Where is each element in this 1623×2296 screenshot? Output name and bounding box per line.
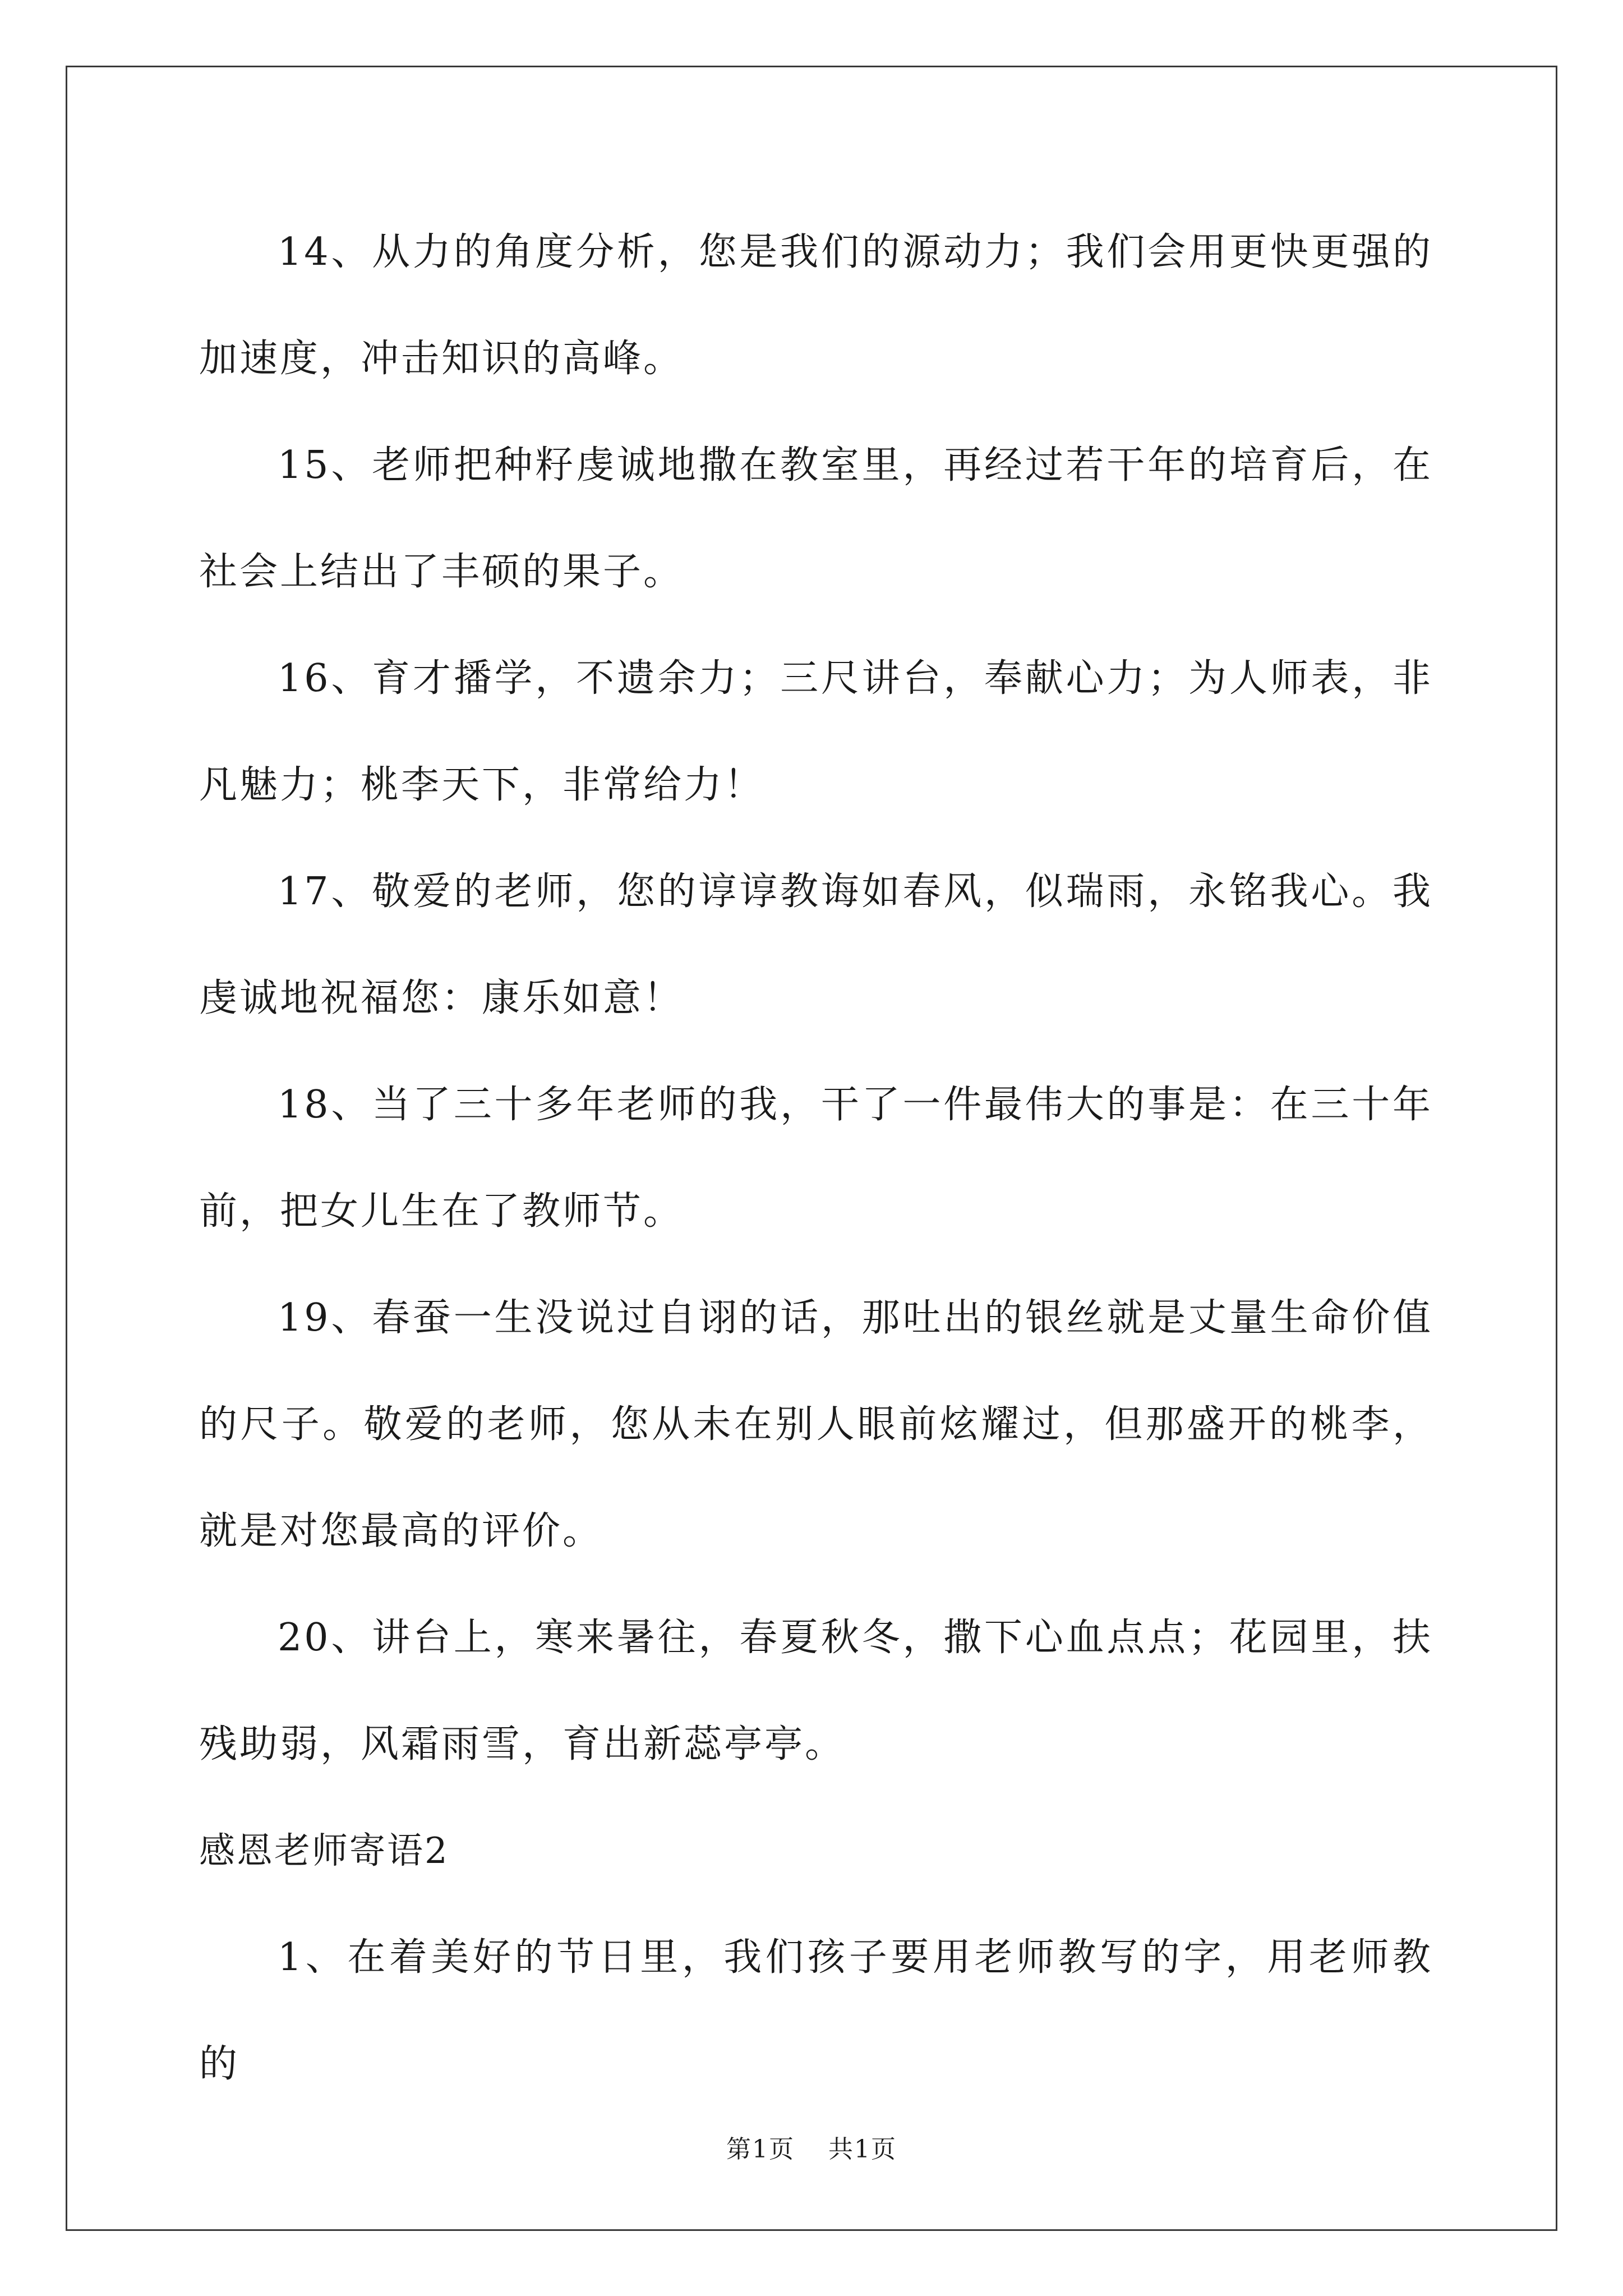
page-footer (0, 2129, 1623, 2165)
document-body (199, 199, 1433, 2118)
paragraph-14: 14、从力的角度分析，您是我们的源动力；我们会用更快更强的加速度，冲击知识的高峰。 (199, 230, 1433, 381)
page-number-current: 第1页 (726, 2135, 795, 2164)
section-heading: 感恩老师寄语2 (199, 1830, 449, 1872)
paragraph-16: 16、育才播学，不遗余力；三尺讲台，奉献心力；为人师表，非凡魅力；桃李天下，非常给力！ (199, 656, 1433, 807)
paragraph-18: 18、当了三十多年老师的我，干了一件最伟大的事是：在三十年前，把女儿生在了教师节。 (199, 1083, 1433, 1234)
section-paragraph-1: 1、在着美好的节日里，我们孩子要用老师教写的字，用老师教的 (199, 1935, 1433, 2086)
paragraph-15: 15、老师把种籽虔诚地撒在教室里，再经过若干年的培育后，在社会上结出了丰硕的果子。 (199, 443, 1433, 594)
page-number-total: 共1页 (828, 2135, 897, 2164)
paragraph-20: 20、讲台上，寒来暑往，春夏秋冬，撒下心血点点；花园里，扶残助弱，风霜雨雪，育出新蕊亭亭。 (199, 1616, 1433, 1766)
paragraph-19: 19、春蚕一生没说过自诩的话，那吐出的银丝就是丈量生命价值的尺子。敬爱的老师，您从未在别人眼前炫耀过，但那盛开的桃李，就是对您最高的评价。 (199, 1296, 1433, 1553)
paragraph-17: 17、敬爱的老师，您的谆谆教诲如春风，似瑞雨，永铭我心。我虔诚地祝福您：康乐如意！ (199, 869, 1433, 1020)
